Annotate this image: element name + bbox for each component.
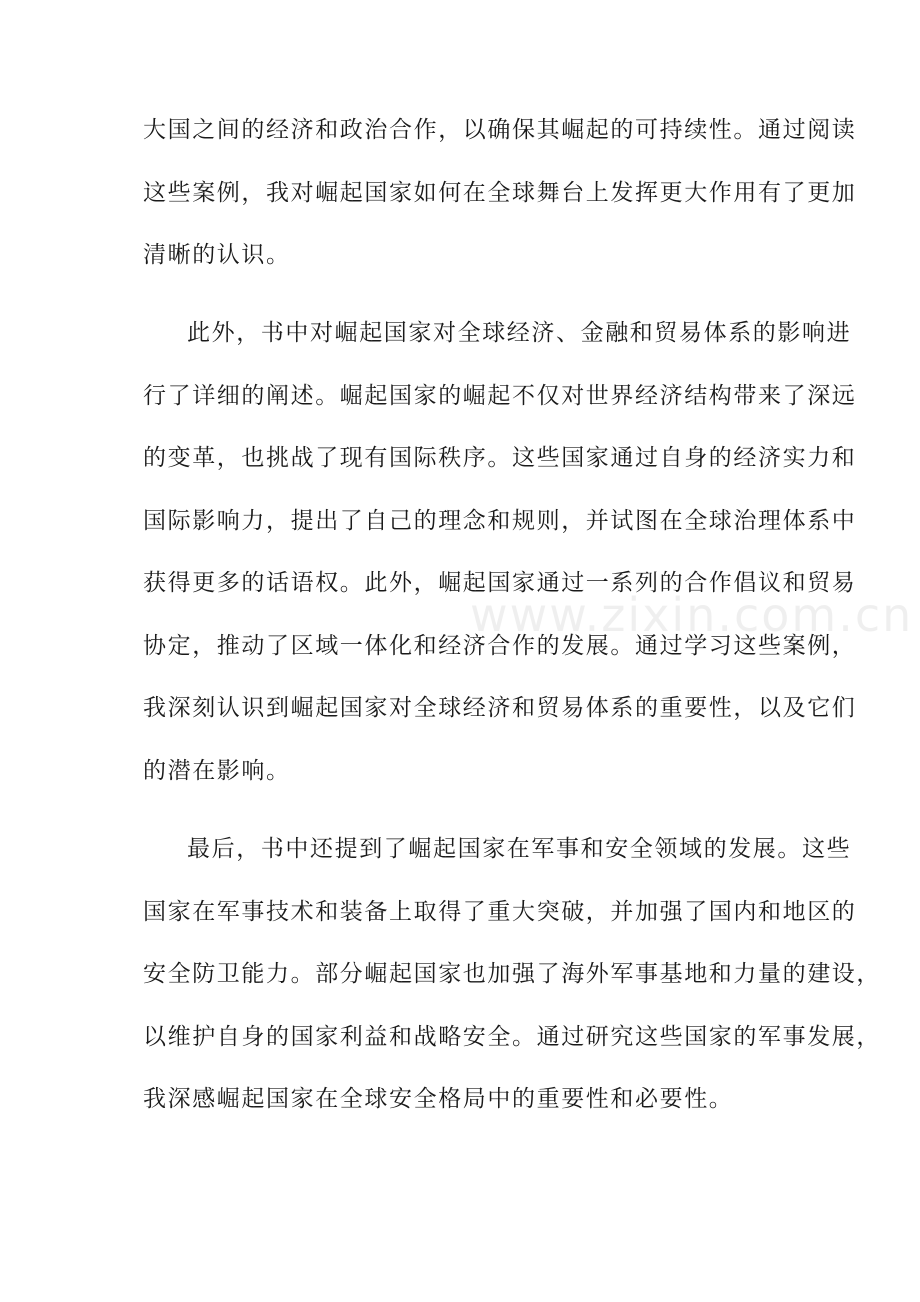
paragraph-2-line-1: 此外，书中对崛起国家对全球经济、金融和贸易体系的影响进: [187, 320, 852, 346]
paragraph-2-line-6: 协定，推动了区域一体化和经济合作的发展。通过学习这些案例，: [143, 633, 857, 659]
paragraph-3-line-3: 安全防卫能力。部分崛起国家也加强了海外军事基地和力量的建设，: [143, 961, 881, 987]
paragraph-3-line-2: 国家在军事技术和装备上取得了重大突破，并加强了国内和地区的: [143, 899, 857, 925]
paragraph-3-line-4: 以维护自身的国家利益和战略安全。通过研究这些国家的军事发展，: [143, 1024, 881, 1050]
paragraph-2-line-3: 的变革，也挑战了现有国际秩序。这些国家通过自身的经济实力和: [143, 445, 857, 471]
paragraph-2-line-7: 我深刻认识到崛起国家对全球经济和贸易体系的重要性，以及它们: [143, 695, 857, 721]
paragraph-2-line-4: 国际影响力，提出了自己的理念和规则，并试图在全球治理体系中: [143, 508, 857, 534]
paragraph-2-line-2: 行了详细的阐述。崛起国家的崛起不仅对世界经济结构带来了深远: [143, 383, 857, 409]
paragraph-1-line-3: 清晰的认识。: [143, 242, 291, 268]
paragraph-3-line-1: 最后，书中还提到了崛起国家在军事和安全领域的发展。这些: [187, 836, 852, 862]
paragraph-2-line-5: 获得更多的话语权。此外，崛起国家通过一系列的合作倡议和贸易: [143, 570, 857, 596]
watermark-text: www.zixin.com.cn: [470, 588, 914, 642]
paragraph-1-line-2: 这些案例，我对崛起国家如何在全球舞台上发挥更大作用有了更加: [143, 180, 857, 206]
paragraph-1-line-1: 大国之间的经济和政治合作，以确保其崛起的可持续性。通过阅读: [143, 117, 857, 143]
paragraph-3-line-5: 我深感崛起国家在全球安全格局中的重要性和必要性。: [143, 1086, 734, 1112]
paragraph-2-line-8: 的潜在影响。: [143, 758, 291, 784]
